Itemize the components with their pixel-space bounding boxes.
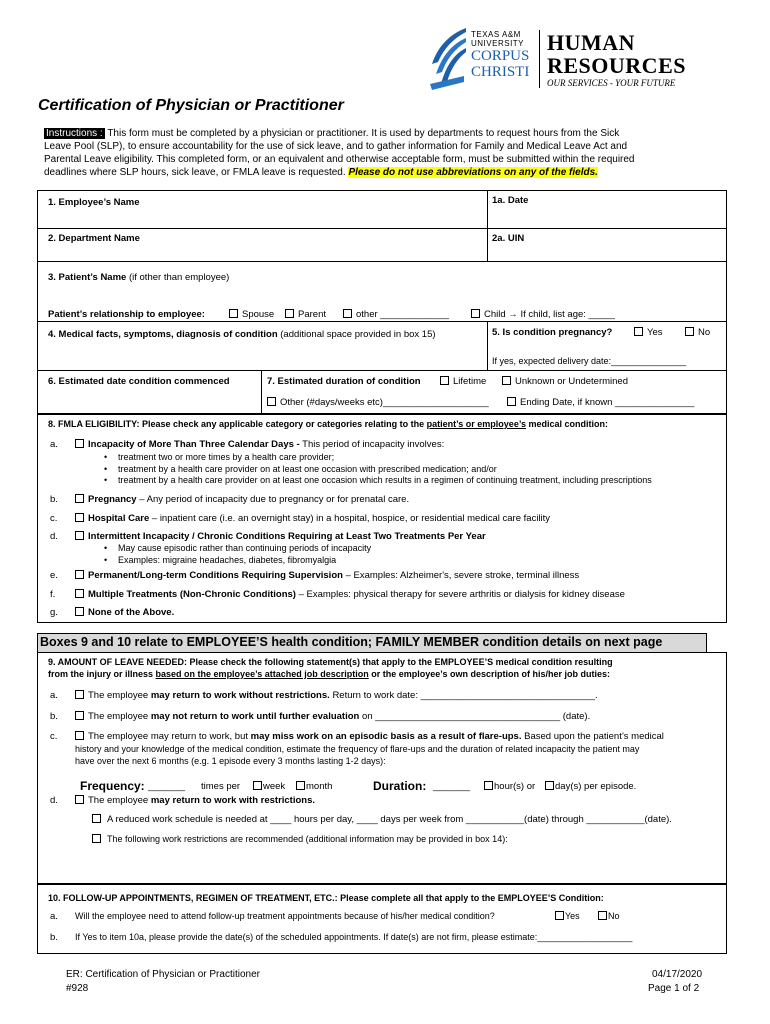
item-letter: d.	[50, 795, 58, 806]
followup-no-checkbox[interactable]: No	[598, 911, 620, 921]
arrow-right-icon: →	[508, 309, 518, 320]
item-letter: g.	[50, 607, 58, 618]
duration-input[interactable]: _______	[433, 781, 470, 792]
section-banner: Boxes 9 and 10 relate to EMPLOYEE’S health condition; FAMILY MEMBER condition details on next page	[37, 633, 707, 652]
rel-spouse-checkbox[interactable]: Spouse	[229, 309, 274, 320]
pregnancy-yes-checkbox[interactable]: Yes	[634, 327, 663, 338]
leave-restrictions-checkbox[interactable]: The employee may return to work with restrictions.	[75, 795, 315, 806]
fmla-permanent-checkbox[interactable]: Permanent/Long-term Conditions Requiring Supervision – Examples: Alzheimer's, severe stroke, terminal illness	[75, 570, 579, 581]
fmla-intermittent-checkbox[interactable]: Intermittent Incapacity / Chronic Conditions Requiring at Least Two Treatments Per Year	[75, 531, 486, 542]
logo-text-4: CHRISTI	[471, 64, 530, 80]
followup-yes-checkbox[interactable]: Yes	[555, 911, 580, 921]
instructions-line3: Parental Leave eligibility. This completed form, or an equivalent and otherwise acceptable form, must be submitted within the required	[44, 154, 635, 165]
tamucc-logo	[428, 26, 538, 94]
frequency-input[interactable]: _______	[148, 781, 185, 792]
leave-further-evaluation-checkbox[interactable]: The employee may not return to work until further evaluation on ___________________________________ (date).	[75, 711, 590, 722]
instructions-line4: deadlines where SLP hours, sick leave, or FMLA leave is requested.	[44, 167, 346, 178]
incapacity-bullets: • treatment two or more times by a health care provider; • treatment by a health care provider on at least one occasion with prescribed medication; and/or • treatment by a health care provider on at least one occasion which results in a regimen of continuing treatment, including prescriptions	[104, 452, 652, 487]
item-letter: b.	[50, 494, 58, 505]
employee-name-field[interactable]: 1. Employee’s Name	[48, 197, 140, 208]
item-letter: a.	[50, 439, 58, 450]
condition-duration-label: 7. Estimated duration of condition	[267, 376, 421, 387]
rel-child-checkbox[interactable]: Child → If child, list age: _____	[471, 309, 615, 320]
section-9-box	[37, 652, 727, 884]
footer-form-number: #928	[66, 983, 89, 994]
fmla-hospital-checkbox[interactable]: Hospital Care – inpatient care (i.e. an overnight stay) in a hospital, hospice, or residential medical care facility	[75, 513, 550, 524]
duration-label: Duration:	[373, 779, 427, 793]
hr-title-2: RESOURCES	[547, 53, 686, 78]
frequency-week-checkbox[interactable]: week	[253, 781, 285, 792]
logo-text-3: CORPUS	[471, 48, 530, 64]
item-letter: e.	[50, 570, 58, 581]
instructions-line1: This form must be completed by a physician or practitioner. It is used by departments to request hours from the Sick	[107, 128, 620, 139]
uin-field[interactable]: 2a. UIN	[492, 233, 525, 244]
duration-unknown-checkbox[interactable]: Unknown or Undetermined	[502, 376, 628, 387]
item-letter: c.	[50, 731, 58, 742]
reduced-schedule-checkbox[interactable]: A reduced work schedule is needed at ____ hours per day, ____ days per week from ___________(date) through ___________(date).	[92, 814, 672, 825]
leave-episodic-checkbox[interactable]: The employee may return to work, but may miss work on an episodic basis as a result of flare-ups. Based upon the patient’s medical	[75, 731, 664, 742]
patient-name-field[interactable]: 3. Patient’s Name (if other than employee)	[48, 272, 230, 283]
pregnancy-question: 5. Is condition pregnancy?	[492, 327, 613, 338]
department-field[interactable]: 2. Department Name	[48, 233, 140, 244]
logo-text-1: TEXAS A&M	[471, 30, 521, 39]
duration-lifetime-checkbox[interactable]: Lifetime	[440, 376, 486, 387]
instructions-highlight: Please do not use abbreviations on any of the fields.	[348, 167, 598, 178]
logo-mark-icon	[428, 26, 468, 92]
rel-parent-checkbox[interactable]: Parent	[285, 309, 326, 320]
instructions-block	[44, 127, 744, 179]
condition-commenced-field[interactable]: 6. Estimated date condition commenced	[48, 376, 230, 387]
logo-text-2: UNIVERSITY	[471, 39, 525, 48]
instructions-line2: Leave Pool (SLP), to ensure accountability for the use of sick leave, and to gather information for Family and Medical Leave Act and	[44, 141, 628, 152]
section-9-heading-2: from the injury or illness based on the employee’s attached job description or the employee’s own description of his/her job duties:	[48, 669, 610, 679]
page-title: Certification of Physician or Practitioner	[38, 97, 344, 114]
relationship-label: Patient’s relationship to employee:	[48, 309, 205, 320]
section-8-heading: 8. FMLA ELIGIBILITY: Please check any applicable category or categories relating to the patient’s or employee’s medical condition:	[48, 419, 609, 429]
item-letter: b.	[50, 932, 58, 943]
episodic-line-2: history and your knowledge of the medical condition, estimate the frequency of flare-ups and the duration of related incapacity the patient may	[75, 744, 640, 754]
date-field[interactable]: 1a. Date	[492, 195, 529, 206]
footer-form-name: ER: Certification of Physician or Practitioner	[66, 969, 260, 980]
item-letter: a.	[50, 690, 58, 701]
fmla-pregnancy-checkbox[interactable]: Pregnancy – Any period of incapacity due to pregnancy or for prenatal care.	[75, 494, 409, 505]
duration-days-checkbox[interactable]: day(s) per episode.	[545, 781, 636, 792]
work-restrictions-checkbox[interactable]: The following work restrictions are recommended (additional information may be provided in box 14):	[92, 834, 508, 844]
leave-no-restrictions-checkbox[interactable]: The employee may return to work without restrictions. Return to work date: _________________________________.	[75, 690, 598, 701]
duration-ending-checkbox[interactable]: Ending Date, if known _______________	[507, 397, 694, 408]
pregnancy-no-checkbox[interactable]: No	[685, 327, 710, 338]
item-letter: a.	[50, 911, 58, 922]
frequency-month-checkbox[interactable]: month	[296, 781, 332, 792]
item-letter: f.	[50, 589, 56, 600]
hr-tagline: OUR SERVICES - YOUR FUTURE	[547, 78, 676, 88]
fmla-incapacity-checkbox[interactable]: Incapacity of More Than Three Calendar Days - This period of incapacity involves:	[75, 439, 444, 450]
rel-other-checkbox[interactable]: other _____________	[343, 309, 449, 320]
duration-hours-checkbox[interactable]: hour(s) or	[484, 781, 535, 792]
intermittent-bullets: • May cause episodic rather than continuing periods of incapacity • Examples: migraine headaches, diabetes, fibromyalgia	[104, 543, 371, 566]
delivery-date-field[interactable]: If yes, expected delivery date:_______________	[492, 356, 687, 366]
fmla-none-checkbox[interactable]: None of the Above.	[75, 607, 174, 618]
section-10-heading: 10. FOLLOW-UP APPOINTMENTS, REGIMEN OF TREATMENT, ETC.: Please complete all that apply to the EMPLOYEE’S Condition:	[48, 893, 604, 903]
instructions-label: Instructions :	[46, 128, 103, 139]
fmla-multiple-checkbox[interactable]: Multiple Treatments (Non-Chronic Conditions) – Examples: physical therapy for severe arthritis or dialysis for kidney disease	[75, 589, 625, 600]
hr-title-1: HUMAN	[547, 30, 636, 55]
section-9-heading-1: 9. AMOUNT OF LEAVE NEEDED: Please check the following statement(s) that apply to the EMPLOYEE’S medical condition resulting	[48, 657, 613, 667]
item-letter: b.	[50, 711, 58, 722]
medical-facts-field[interactable]: 4. Medical facts, symptoms, diagnosis of condition (additional space provided in box 15)	[48, 329, 436, 340]
item-letter: c.	[50, 513, 58, 524]
followup-question: Will the employee need to attend follow-up treatment appointments because of his/her medical condition?	[75, 911, 495, 921]
episodic-line-3: have over the next 6 months (e.g. 1 episode every 3 months lasting 1-2 days):	[75, 756, 386, 766]
appointment-dates-field[interactable]: If Yes to item 10a, please provide the date(s) of the scheduled appointments. If date(s) are not firm, please estimate:___________________	[75, 932, 633, 942]
footer-page-number: Page 1 of 2	[648, 983, 700, 994]
duration-other-checkbox[interactable]: Other (#days/weeks etc)____________________	[267, 397, 489, 408]
item-letter: d.	[50, 531, 58, 542]
footer-date: 04/17/2020	[652, 969, 703, 980]
logo-divider	[539, 30, 540, 88]
frequency-times-label: times per	[201, 781, 241, 792]
frequency-label: Frequency:	[80, 779, 145, 793]
